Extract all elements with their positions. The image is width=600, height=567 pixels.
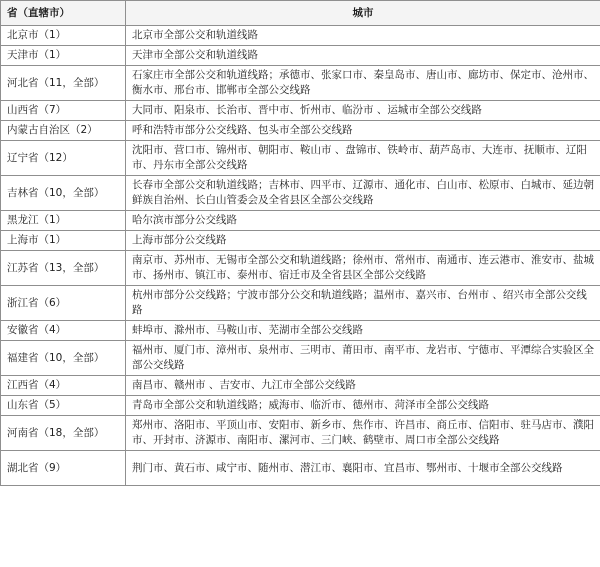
cities-cell: 青岛市全部公交和轨道线路；威海市、临沂市、德州市、菏泽市全部公交线路	[126, 396, 600, 416]
cities-cell: 上海市部分公交线路	[126, 231, 600, 251]
cities-cell: 南昌市、赣州市 、吉安市、九江市全部公交线路	[126, 376, 600, 396]
cities-cell: 蚌埠市、滁州市、马鞍山市、芜湖市全部公交线路	[126, 321, 600, 341]
table-row	[1, 376, 600, 396]
table-row	[1, 141, 600, 176]
table-row	[1, 101, 600, 121]
province-cell: 浙江省（6）	[1, 286, 126, 321]
cities-cell: 福州市、厦门市、漳州市、泉州市、三明市、莆田市、南平市、龙岩市、宁德市、平潭综合实验区全部公交线路	[126, 341, 600, 376]
province-cell: 河南省（18，全部）	[1, 416, 126, 451]
table-row	[1, 211, 600, 231]
province-cell: 山西省（7）	[1, 101, 126, 121]
province-cell: 辽宁省（12）	[1, 141, 126, 176]
province-cell: 吉林省（10，全部）	[1, 176, 126, 211]
province-cell: 江西省（4）	[1, 376, 126, 396]
table-row	[1, 341, 600, 376]
table-row	[1, 321, 600, 341]
cities-cell: 南京市、苏州市、无锡市全部公交和轨道线路；徐州市、常州市、南通市、连云港市、淮安市、盐城市、扬州市、镇江市、泰州市、宿迁市及全省县区全部公交线路	[126, 251, 600, 286]
province-cell: 山东省（5）	[1, 396, 126, 416]
province-cell: 北京市（1）	[1, 26, 126, 46]
table-row	[1, 396, 600, 416]
header-cities: 城市	[126, 1, 600, 26]
province-cell: 江苏省（13，全部）	[1, 251, 126, 286]
province-cell: 黑龙江（1）	[1, 211, 126, 231]
province-cell: 湖北省（9）	[1, 451, 126, 486]
province-cell: 上海市（1）	[1, 231, 126, 251]
cities-cell: 荆门市、黄石市、咸宁市、随州市、潜江市、襄阳市、宜昌市、鄂州市、十堰市全部公交线路	[126, 451, 600, 486]
table-row	[1, 416, 600, 451]
cities-cell: 郑州市、洛阳市、平顶山市、安阳市、新乡市、焦作市、许昌市、商丘市、信阳市、驻马店市、濮阳市、开封市、济源市、南阳市、漯河市、三门峡、鹤壁市、周口市全部公交线路	[126, 416, 600, 451]
cities-cell: 呼和浩特市部分公交线路、包头市全部公交线路	[126, 121, 600, 141]
table-row	[1, 46, 600, 66]
table-row	[1, 176, 600, 211]
table-row	[1, 451, 600, 486]
table-row	[1, 251, 600, 286]
cities-cell: 天津市全部公交和轨道线路	[126, 46, 600, 66]
table-row	[1, 66, 600, 101]
header-province: 省（直辖市）	[1, 1, 126, 26]
table-row	[1, 286, 600, 321]
province-cell: 福建省（10，全部）	[1, 341, 126, 376]
cities-cell: 长春市全部公交和轨道线路；吉林市、四平市、辽源市、通化市、白山市、松原市、白城市、延边朝鲜族自治州、长白山管委会及全省县区全部公交线路	[126, 176, 600, 211]
province-cell: 河北省（11，全部）	[1, 66, 126, 101]
province-cell: 天津市（1）	[1, 46, 126, 66]
cities-cell: 沈阳市、营口市、锦州市、朝阳市、鞍山市 、盘锦市、铁岭市、葫芦岛市、大连市、抚顺市、辽阳市、丹东市全部公交线路	[126, 141, 600, 176]
cities-cell: 石家庄市全部公交和轨道线路；承德市、张家口市、秦皇岛市、唐山市、廊坊市、保定市、沧州市、衡水市、邢台市、邯郸市全部公交线路	[126, 66, 600, 101]
province-cell: 安徽省（4）	[1, 321, 126, 341]
table-row	[1, 26, 600, 46]
table-row	[1, 231, 600, 251]
cities-cell: 杭州市部分公交线路；宁波市部分公交和轨道线路；温州市、嘉兴市、台州市 、绍兴市全部公交线路	[126, 286, 600, 321]
table-row	[1, 121, 600, 141]
cities-cell: 北京市全部公交和轨道线路	[126, 26, 600, 46]
cities-cell: 大同市、阳泉市、长治市、晋中市、忻州市、临汾市 、运城市全部公交线路	[126, 101, 600, 121]
table-header-row	[1, 1, 600, 26]
cities-cell: 哈尔滨市部分公交线路	[126, 211, 600, 231]
province-cell: 内蒙古自治区（2）	[1, 121, 126, 141]
